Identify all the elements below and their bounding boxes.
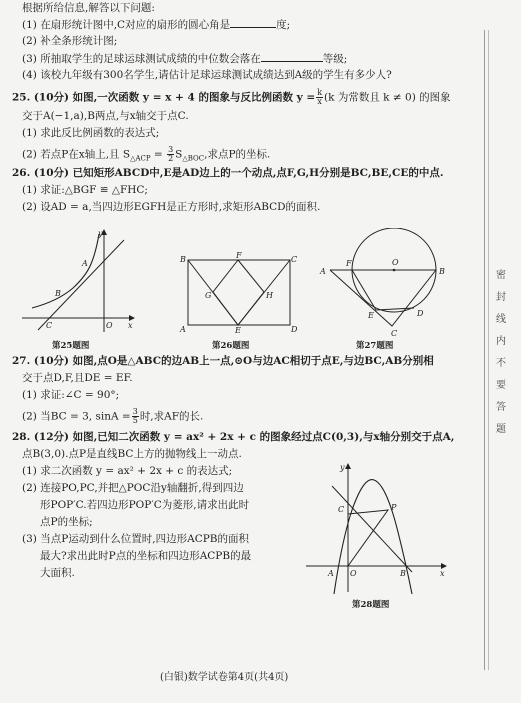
seal-char: 要: [496, 380, 506, 391]
label-F: F: [346, 259, 352, 268]
fraction-denominator: 5: [132, 416, 138, 425]
q27-part2-text: (2) 当BC = 3, sinA =: [22, 410, 131, 423]
q27-part2-tail: 时,求AF的长.: [139, 410, 204, 423]
q24-part1: [22, 18, 290, 32]
fraction-k-over-x: [316, 89, 323, 106]
q27-stem-cont: 交于点D,F,且DE = EF.: [22, 372, 133, 384]
figure-27-caption: 第27题图: [356, 341, 394, 351]
label-B: B: [439, 267, 445, 276]
label-A: A: [320, 267, 326, 276]
q28-part3-l2: 最大?求出此时P点的坐标和四边形ACPB的最: [40, 550, 252, 562]
answer-blank: [230, 18, 276, 28]
q25-stem-text: 25. (10分) 如图,一次函数 y = x + 4 的图象与反比例函数 y =: [12, 91, 316, 104]
label-x: x: [440, 569, 445, 578]
fraction-numerator: k: [317, 88, 323, 97]
equals: =: [150, 148, 167, 161]
seal-margin: [484, 0, 521, 703]
q24-part1-unit: 度;: [276, 19, 291, 31]
label-y: y: [340, 463, 345, 472]
seal-line: [484, 30, 485, 670]
q24-part2: (2) 补全条形统计图;: [22, 35, 118, 47]
q25-stem: [12, 89, 451, 106]
line-BC: [332, 486, 412, 572]
seal-line: [488, 30, 489, 670]
figure-26-caption: 第26题图: [212, 341, 250, 351]
q24-part4: (4) 该校九年级有300名学生,请估计足球运球测试成绩达到A级的学生有多少人?: [22, 69, 392, 81]
q25-part2-text: (2) 若点P在x轴上,且 S: [22, 148, 131, 161]
seal-char: 题: [496, 424, 506, 435]
fraction-3-over-5: [132, 408, 139, 425]
label-O: O: [350, 569, 357, 578]
label-E: E: [235, 326, 241, 334]
q26-part1: (1) 求证:△BGF ≌ △FHC;: [22, 184, 148, 196]
q25-part2-tail: ,求点P的坐标.: [204, 148, 271, 161]
figure-27: [318, 228, 448, 340]
label-C: C: [291, 255, 298, 264]
figure-28-caption: 第28题图: [352, 600, 390, 610]
q28-part2-l2: 形POP′C.若四边形POP′C为菱形,请求出此时: [40, 499, 250, 511]
q24-part1-text: (1) 在扇形统计图中,C对应的扇形的圆心角是: [22, 19, 231, 31]
label-B: B: [180, 255, 186, 264]
label-C: C: [391, 329, 398, 338]
lines-BE-CE: [188, 260, 290, 325]
label-B: B: [55, 289, 61, 298]
q27-part2: [22, 408, 203, 425]
center-point: [393, 269, 396, 272]
figure-25-caption: 第25题图: [52, 341, 90, 351]
label-A: A: [328, 569, 334, 578]
label-P: P: [391, 503, 397, 512]
q24-part3-unit: 等级;: [322, 53, 348, 65]
linear-function-line: [38, 240, 124, 330]
fraction-numerator: 3: [168, 145, 174, 154]
quad-EGFH: [213, 260, 264, 325]
seal-char: 内: [496, 336, 506, 347]
fraction-denominator: 2: [168, 154, 174, 163]
fraction-3-over-2: [167, 146, 174, 163]
label-C: C: [338, 505, 345, 514]
label-O: O: [392, 258, 399, 267]
seal-char: 答: [496, 402, 506, 413]
label-x: x: [128, 321, 133, 330]
label-F: F: [236, 252, 242, 260]
label-D: D: [291, 325, 298, 334]
fraction-numerator: 3: [132, 407, 138, 416]
seal-text: [493, 265, 509, 441]
segments-PO-PC: [348, 510, 388, 566]
label-E: E: [368, 311, 374, 320]
subscript: △BOC: [182, 154, 205, 163]
q25-stem-cont: 交于A(−1,a),B两点,与x轴交于点C.: [22, 110, 189, 122]
rectangle-ABCD: [188, 260, 290, 325]
q28-stem: 28. (12分) 如图,已知二次函数 y = ax² + 2x + c 的图象经过点C(0,3),与x轴分别交于点A,: [12, 431, 455, 443]
label-O: O: [106, 321, 113, 330]
q28-part2-l3: 点P的坐标;: [40, 516, 93, 528]
seal-char: 封: [496, 292, 506, 303]
label-H: H: [266, 291, 273, 300]
answer-blank: [261, 52, 323, 62]
q24-intro: 根据所给信息,解答以下问题:: [22, 2, 155, 14]
q27-stem: 27. (10分) 如图,点O是△ABC的边AB上一点,⊙O与边AC相切于点E,与边BC,AB分别相: [12, 355, 434, 367]
label-A: A: [180, 325, 186, 334]
q24-part3-text: (3) 所抽取学生的足球运球测试成绩的中位数会落在: [22, 53, 261, 65]
q26-part2: (2) 设AD = a,当四边形EGFH是正方形时,求矩形ABCD的面积.: [22, 201, 321, 213]
q26-stem: 26. (10分) 已知矩形ABCD中,E是AD边上的一个动点,点F,G,H分别是BC,BE,CE的中点.: [12, 167, 444, 179]
q28-part2-l1: (2) 连接PO,PC,并把△POC沿y轴翻折,得到四边: [22, 482, 244, 494]
q28-part1: (1) 求二次函数 y = ax² + 2x + c 的表达式;: [22, 465, 233, 477]
fraction-denominator: x: [317, 97, 322, 106]
label-B: B: [400, 569, 406, 578]
label-D: D: [417, 309, 424, 318]
seal-char: 线: [496, 314, 506, 325]
q25-stem-text-2: (k 为常数且 k ≠ 0) 的图象: [324, 91, 451, 104]
seal-char: 密: [496, 270, 506, 281]
q28-stem-cont: 点B(3,0).点P是直线BC上方的抛物线上一动点.: [22, 448, 242, 460]
q28-part3-l3: 大面积.: [40, 567, 75, 579]
label-C: C: [46, 321, 53, 330]
area-symbol: S: [175, 148, 183, 161]
subscript: △ACP: [130, 154, 151, 163]
q24-part3: [22, 52, 347, 66]
seal-char: 不: [496, 358, 506, 369]
figure-26: [176, 252, 300, 334]
label-y: y: [98, 229, 103, 238]
figure-28: [302, 460, 450, 596]
q25-part2: [22, 146, 270, 166]
page-footer: (白银)数学试卷第4页(共4页): [160, 672, 289, 683]
q28-part3-l1: (3) 当点P运动到什么位置时,四边形ACPB的面积: [22, 533, 250, 545]
chords-FE-ED: [352, 270, 414, 310]
q27-part1: (1) 求证:∠C = 90°;: [22, 389, 120, 401]
hyperbola-branch: [32, 234, 99, 308]
label-G: G: [205, 291, 212, 300]
figure-25: [18, 226, 138, 336]
label-A: A: [82, 259, 88, 268]
q25-part1: (1) 求此反比例函数的表达式;: [22, 127, 160, 139]
